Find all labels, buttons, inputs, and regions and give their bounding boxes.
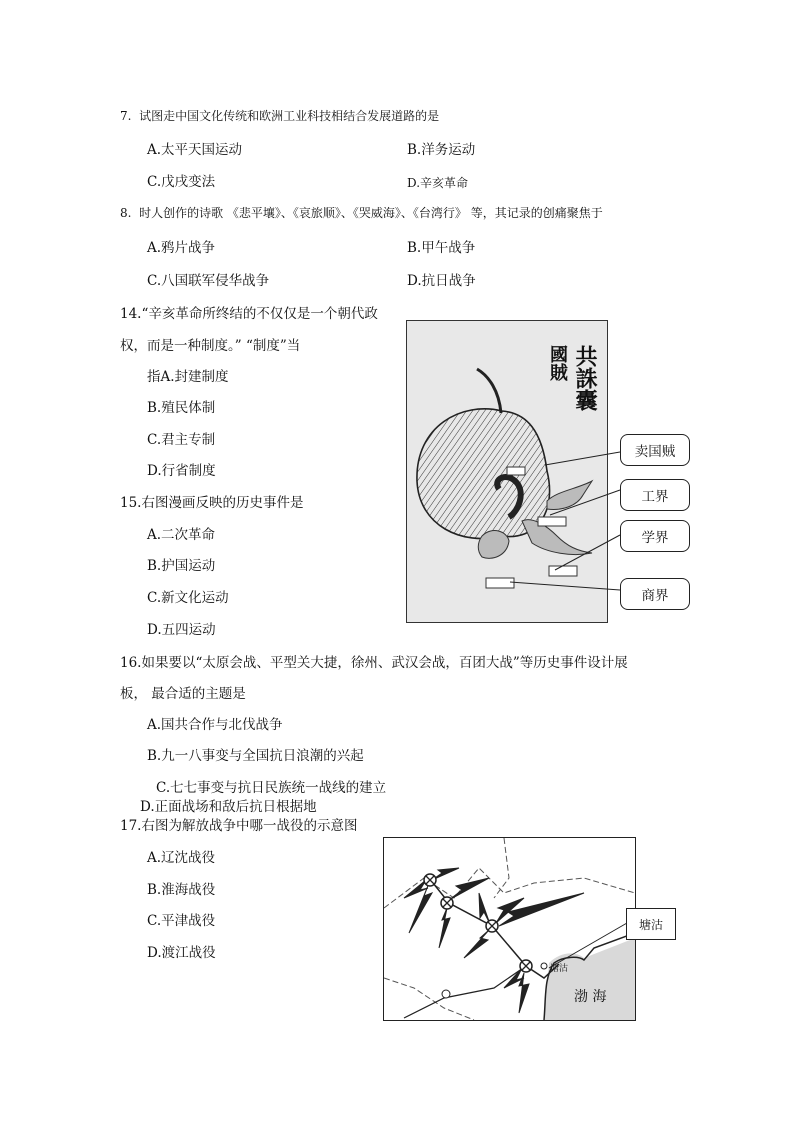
q7-option-b[interactable]: B.洋务运动 bbox=[407, 142, 476, 158]
q16-line2: 板， 最合适的主题是 bbox=[120, 686, 246, 702]
cartoon-title-right: 共誅囊 bbox=[572, 345, 598, 411]
route-line-2 bbox=[404, 966, 526, 1018]
q8-option-d[interactable]: D.抗日战争 bbox=[407, 273, 476, 289]
q14-line1: 14.“辛亥革命所终结的不仅仅是一个朝代政 bbox=[120, 306, 378, 322]
q15-stem: 15.右图漫画反映的历史事件是 bbox=[120, 495, 304, 511]
q16-line1: 16.如果要以“太原会战、平型关大捷，徐州、武汉会战，百团大战”等历史事件设计展 bbox=[120, 655, 628, 671]
q8-number: 8. bbox=[120, 206, 132, 220]
q15-option-d[interactable]: D.五四运动 bbox=[147, 622, 216, 638]
callout-students: 学界 bbox=[620, 520, 690, 552]
city-dot-2 bbox=[442, 990, 450, 998]
q7-option-d[interactable]: D.辛亥革命 bbox=[407, 176, 469, 190]
q8-stem bbox=[120, 207, 603, 219]
map-callout-tanggu: 塘沽 bbox=[626, 908, 676, 940]
map-small-label: 塘沽 bbox=[550, 964, 569, 974]
q17-option-b[interactable]: B.淮海战役 bbox=[147, 882, 216, 898]
cartoon-callout-lines bbox=[500, 430, 630, 600]
q16-option-a[interactable]: A.国共合作与北伐战争 bbox=[147, 717, 283, 733]
city-dot-1 bbox=[541, 963, 547, 969]
q8-option-c[interactable]: C.八国联军侵华战争 bbox=[147, 273, 270, 289]
q16-option-c[interactable]: C.七七事变与抗日民族统一战线的建立 bbox=[156, 780, 387, 796]
q15-option-c[interactable]: C.新文化运动 bbox=[147, 590, 229, 606]
q14-option-c[interactable]: C.君主专制 bbox=[147, 432, 216, 448]
q14-option-b[interactable]: B.殖民体制 bbox=[147, 400, 216, 416]
callout-workers: 工界 bbox=[620, 479, 690, 511]
q16-option-b[interactable]: B.九一八事变与全国抗日浪潮的兴起 bbox=[147, 748, 364, 764]
q8-option-b[interactable]: B.甲午战争 bbox=[407, 240, 476, 256]
q8-text: 时人创作的诗歌 《悲平壤》、《哀旅顺》、《哭威海》、《台湾行》 等，其记录的创痛聚焦于 bbox=[139, 206, 603, 220]
battle-marker-crosses bbox=[426, 876, 530, 970]
q7-option-a[interactable]: A.太平天国运动 bbox=[147, 142, 243, 158]
q14-line2: 权，而是一种制度。” “制度”当 bbox=[120, 338, 301, 354]
map-sea-label: 渤 海 bbox=[574, 989, 607, 1005]
q17-option-a[interactable]: A.辽沈战役 bbox=[147, 850, 216, 866]
q15-option-b[interactable]: B.护国运动 bbox=[147, 558, 216, 574]
border-line-3 bbox=[494, 838, 509, 898]
border-line-2 bbox=[384, 978, 474, 1020]
q15-option-a[interactable]: A.二次革命 bbox=[147, 527, 216, 543]
q7-stem bbox=[120, 110, 439, 122]
q14-option-d[interactable]: D.行省制度 bbox=[147, 463, 216, 479]
q14-option-a[interactable]: 指A.封建制度 bbox=[147, 369, 229, 385]
q17-option-c[interactable]: C.平津战役 bbox=[147, 913, 216, 929]
q7-option-c[interactable]: C.戊戌变法 bbox=[147, 174, 216, 190]
q8-option-a[interactable]: A.鸦片战争 bbox=[147, 240, 216, 256]
q16-option-d[interactable]: D.正面战场和敌后抗日根据地 bbox=[140, 799, 317, 815]
q7-number: 7. bbox=[120, 109, 132, 123]
q7-text: 试图走中国文化传统和欧洲工业科技相结合发展道路的是 bbox=[139, 109, 440, 123]
callout-merchants: 商界 bbox=[620, 578, 690, 610]
battle-map bbox=[383, 837, 636, 1021]
sea-area bbox=[544, 938, 635, 1020]
q17-option-d[interactable]: D.渡江战役 bbox=[147, 945, 216, 961]
callout-traitor: 卖国贼 bbox=[620, 434, 690, 466]
cartoon-title-left: 國賊 bbox=[547, 345, 568, 381]
q17-stem: 17.右图为解放战争中哪一战役的示意图 bbox=[120, 818, 358, 834]
